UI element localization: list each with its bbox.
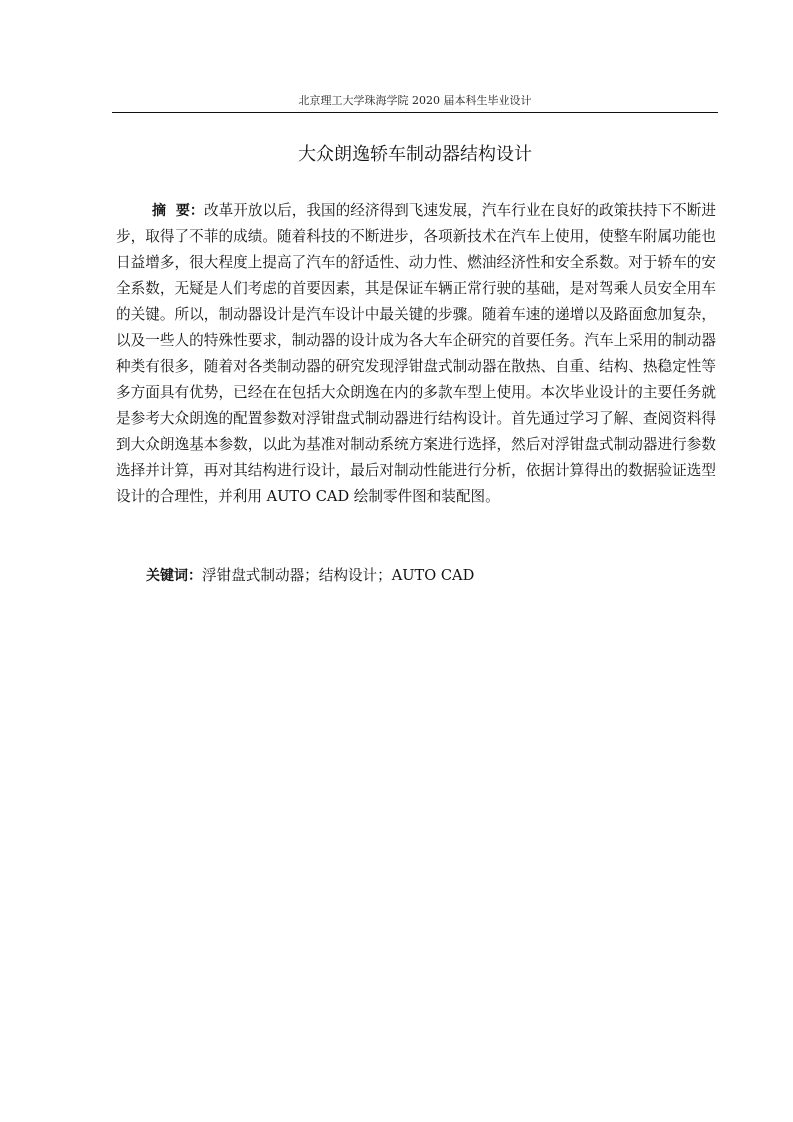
abstract-label: 摘 要： xyxy=(152,203,204,219)
abstract-paragraph xyxy=(116,198,716,510)
page-header: 北京理工大学珠海学院 2020 届本科生毕业设计 xyxy=(298,94,532,107)
document-title: 大众朗逸轿车制动器结构设计 xyxy=(298,144,532,165)
keywords-label: 关键词： xyxy=(146,568,202,584)
header-divider xyxy=(112,112,718,113)
keywords-line xyxy=(146,564,716,588)
abstract-body: 改革开放以后，我国的经济得到飞速发展，汽车行业在良好的政策扶持下不断进步，取得了不菲的成绩。随着科技的不断进步，各项新技术在汽车上使用，使整车附属功能也日益增多，很大程度上提高了汽车的舒适性、动力性、燃油经济性和安全系数。对于轿车的安全系数，无疑是人们考虑的首要因素，其是保证车辆正常行驶的基础，是对驾乘人员安全用车的关键。所以，制动器设计是汽车设计中最关键的步骤。随着车速的递增以及路面愈加复杂，以及一些人的特殊性要求，制动器的设计成为各大车企研究的首要任务。汽车上采用的制动器种类有很多，随着对各类制动器的研究发现浮钳盘式制动器在散热、自重、结构、热稳定性等多方面具有优势，已经在在包括大众朗逸在内的多款车型上使用。本次毕业设计的主要任务就是参考大众朗逸的配置参数对浮钳盘式制动器进行结构设计。首先通过学习了解、查阅资料得到大众朗逸基本参数，以此为基准对制动系统方案进行选择，然后对浮钳盘式制动器进行参数选择并计算，再对其结构进行设计，最后对制动性能进行分析，依据计算得出的数据验证选型设计的合理性，并利用 AUTO CAD 绘制零件图和装配图。 xyxy=(116,202,716,505)
keywords-body: 浮钳盘式制动器；结构设计；AUTO CAD xyxy=(202,567,475,584)
